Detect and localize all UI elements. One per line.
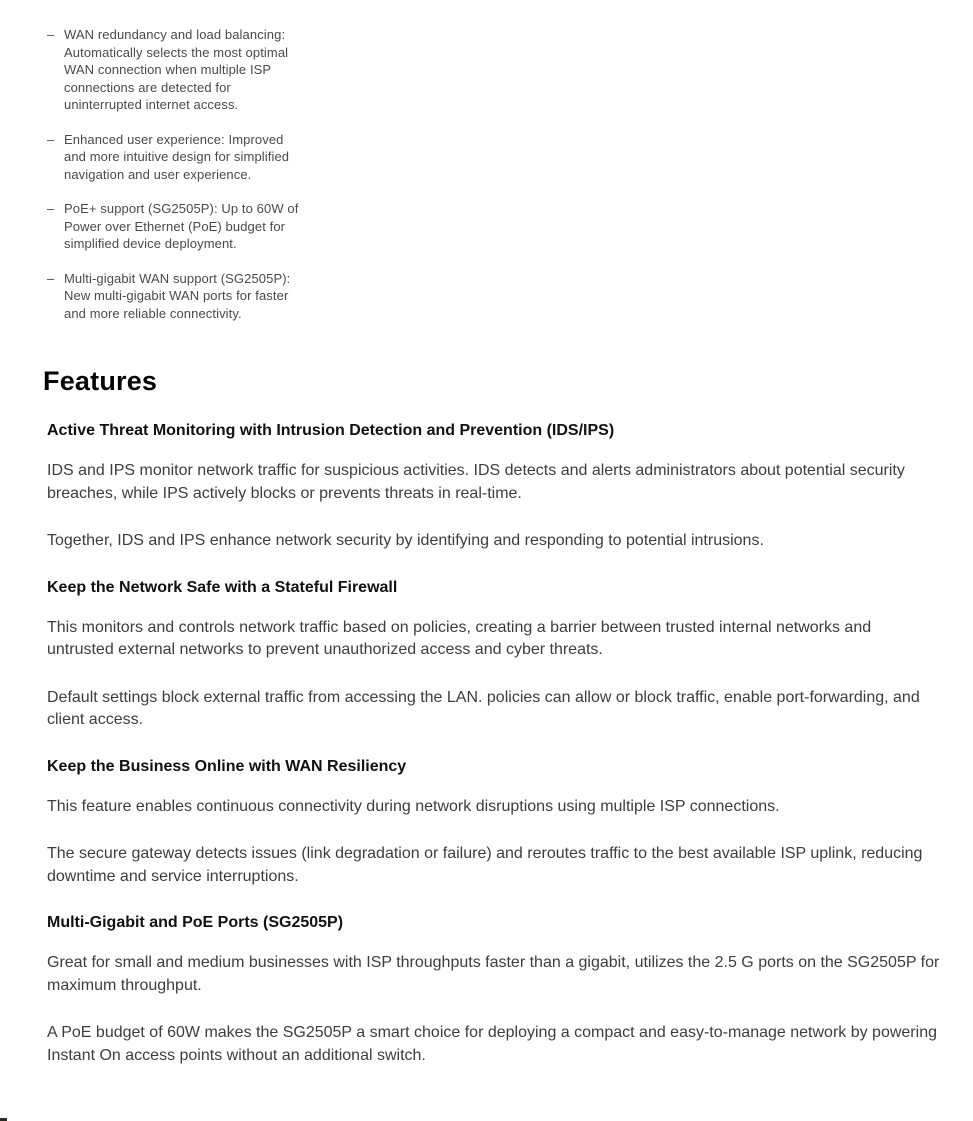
- section-wan-resiliency: [47, 757, 940, 889]
- features-sections: [47, 421, 940, 1067]
- bullet-text-poe-support: PoE+ support (SG2505P): Up to 60W of Power over Ethernet (PoE) budget for simplified device deployment.: [64, 201, 299, 251]
- section-stateful-firewall: [47, 578, 940, 732]
- list-item: [47, 131, 305, 184]
- section-paragraph: IDS and IPS monitor network traffic for suspicious activities. IDS detects and alerts administrators about potential security breaches, while IPS actively blocks or prevents threats in real-time.: [47, 462, 905, 502]
- bullet-text-multi-gigabit-wan: Multi-gigabit WAN support (SG2505P): New multi-gigabit WAN ports for faster and more reliable connectivity.: [64, 270, 291, 321]
- page-title: Features: [43, 366, 158, 396]
- section-heading: Keep the Business Online with WAN Resiliency: [47, 757, 407, 775]
- list-item: [47, 26, 305, 114]
- feature-bullet-list: [0, 0, 305, 322]
- bullet-dash: –: [47, 131, 55, 147]
- section-multi-gigabit-poe-ports: [47, 913, 940, 1067]
- section-paragraph: Default settings block external traffic from accessing the LAN. policies can allow or block traffic, enable port-forwarding, and client access.: [47, 688, 920, 728]
- bullet-text-user-experience: Enhanced user experience: Improved and more intuitive design for simplified navigation and user experience.: [64, 131, 290, 182]
- section-ids-ips: [47, 421, 940, 553]
- section-paragraph: Great for small and medium businesses with ISP throughputs faster than a gigabit, utilizes the 2.5 G ports on the SG2505P for maximum throughput.: [47, 954, 940, 994]
- bullet-text-wan-redundancy: WAN redundancy and load balancing: Automatically selects the most optimal WAN connection when multiple ISP connections are detected for uninterrupted internet access.: [64, 27, 289, 112]
- section-paragraph: This feature enables continuous connectivity during network disruptions using multiple ISP connections.: [47, 797, 780, 815]
- section-paragraph: This monitors and controls network traffic based on policies, creating a barrier between trusted internal networks and untrusted external networks to prevent unauthorized access and cyber threats.: [47, 618, 872, 658]
- bullet-dash: –: [47, 27, 55, 42]
- list-item: [47, 270, 305, 323]
- section-paragraph: Together, IDS and IPS enhance network security by identifying and responding to potential intrusions.: [47, 532, 764, 549]
- bullet-dash: –: [47, 270, 55, 286]
- list-item: [47, 200, 305, 253]
- section-paragraph: The secure gateway detects issues (link degradation or failure) and reroutes traffic to the best available ISP uplink, reducing downtime and service interruptions.: [47, 845, 923, 885]
- bullet-dash: –: [47, 201, 55, 216]
- section-heading: Active Threat Monitoring with Intrusion Detection and Prevention (IDS/IPS): [47, 422, 615, 439]
- section-paragraph: A PoE budget of 60W makes the SG2505P a smart choice for deploying a compact and easy-to-manage network by powering Instant On access points without an additional switch.: [47, 1024, 937, 1064]
- section-heading: Keep the Network Safe with a Stateful Firewall: [47, 578, 398, 596]
- section-heading: Multi-Gigabit and PoE Ports (SG2505P): [47, 914, 344, 931]
